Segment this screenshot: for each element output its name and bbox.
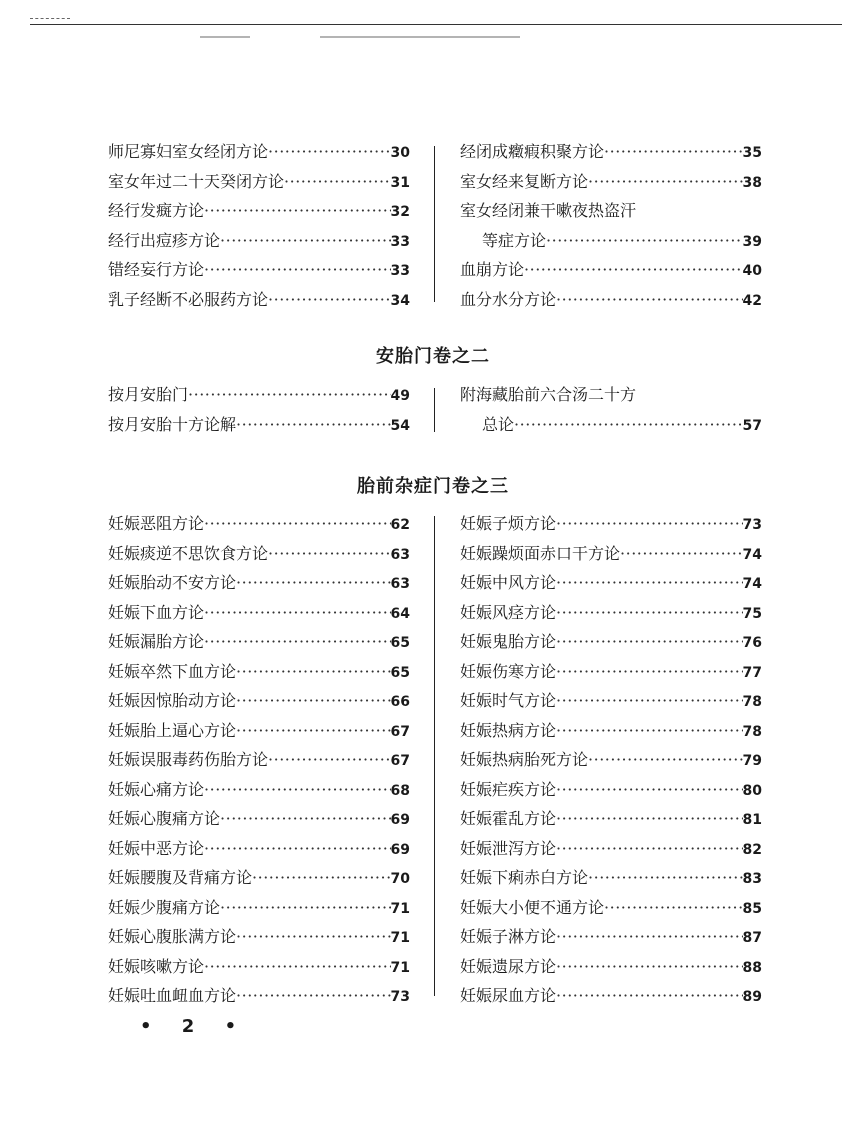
leader-dots	[236, 981, 391, 1011]
leader-dots	[236, 686, 391, 716]
toc-entry-title: 妊娠中风方论	[460, 573, 557, 592]
toc-entry	[108, 745, 410, 775]
leader-dots	[204, 255, 391, 285]
toc-entry-title: 妊娠误服毒药伤胎方论	[108, 750, 269, 769]
toc-entry	[108, 568, 410, 598]
toc-entry-title: 妊娠疟疾方论	[460, 779, 557, 799]
toc-entry-page: 65	[390, 635, 410, 651]
top-dash-mark	[30, 18, 70, 19]
leader-dots	[556, 627, 743, 657]
leader-dots	[524, 255, 743, 285]
toc-column-left	[108, 509, 410, 1011]
leader-dots	[556, 285, 743, 315]
toc-entry	[108, 716, 410, 746]
toc-entry	[108, 226, 410, 256]
toc-entry	[108, 539, 410, 569]
toc-entry	[108, 167, 410, 197]
toc-entry-title: 按月安胎门	[108, 385, 189, 404]
toc-entry	[460, 834, 762, 864]
toc-column-right	[460, 380, 762, 439]
leader-dots	[204, 775, 391, 805]
header-rule	[30, 24, 842, 25]
toc-entry	[108, 285, 410, 315]
column-divider	[434, 516, 435, 996]
toc-entry-page: 32	[390, 204, 410, 220]
toc-entry	[460, 981, 762, 1011]
toc-entry-title: 室女经闭兼干嗽夜热盗汗	[460, 201, 637, 220]
toc-entry-title: 室女年过二十天癸闭方论	[108, 171, 285, 191]
toc-entry-title: 师尼寡妇室女经闭方论	[108, 142, 269, 161]
toc-entry	[108, 627, 410, 657]
toc-entry-page: 40	[742, 263, 762, 279]
leader-dots	[556, 509, 743, 539]
toc-entry-page: 78	[742, 723, 762, 740]
toc-entry	[108, 863, 410, 893]
toc-entry-title: 妊娠心腹胀满方论	[108, 927, 237, 946]
leader-dots	[284, 167, 391, 197]
toc-entry-title: 妊娠心腹痛方论	[108, 809, 221, 828]
leader-dots	[556, 952, 743, 982]
toc-entry	[108, 922, 410, 952]
toc-entry-title: 血分水分方论	[460, 289, 557, 309]
toc-entry-title: 妊娠少腹痛方论	[108, 897, 221, 917]
toc-entry-page: 74	[742, 546, 762, 563]
toc-entry-page: 64	[390, 605, 410, 622]
leader-dots	[556, 981, 743, 1011]
toc-entry-page: 69	[390, 812, 410, 828]
toc-entry-title: 等症方论	[482, 230, 547, 250]
toc-entry-title: 附海藏胎前六合汤二十方	[460, 385, 637, 404]
toc-entry	[108, 509, 410, 539]
toc-entry	[460, 380, 762, 410]
leader-dots	[188, 380, 391, 410]
toc-entry-page: 78	[742, 694, 762, 710]
column-divider	[434, 388, 435, 432]
leader-dots	[556, 922, 743, 952]
toc-entry-title: 妊娠霍乱方论	[460, 809, 557, 828]
toc-entry-page: 89	[742, 989, 762, 1005]
toc-section-3	[108, 509, 762, 1011]
toc-entry	[460, 893, 762, 923]
toc-entry-page: 83	[742, 871, 762, 887]
toc-entry-page: 80	[742, 782, 762, 799]
toc-entry-title: 妊娠伤寒方论	[460, 661, 557, 681]
leader-dots	[604, 137, 743, 167]
leader-dots	[556, 598, 743, 628]
leader-dots	[220, 226, 391, 256]
toc-entry	[108, 686, 410, 716]
toc-entry-title: 经行发癍方论	[108, 201, 205, 220]
leader-dots	[268, 285, 391, 315]
toc-entry	[460, 167, 762, 197]
toc-entry-title: 室女经来复断方论	[460, 171, 589, 191]
toc-entry-title: 妊娠漏胎方论	[108, 632, 205, 651]
toc-section-1	[108, 137, 762, 314]
toc-entry-page: 57	[742, 417, 762, 434]
toc-entry-title: 妊娠风痉方论	[460, 602, 557, 622]
toc-entry-page: 73	[742, 517, 762, 533]
toc-entry-title: 妊娠鬼胎方论	[460, 632, 557, 651]
toc-entry-page: 76	[742, 635, 762, 651]
toc-entry-title: 妊娠子淋方论	[460, 927, 557, 946]
toc-entry	[460, 863, 762, 893]
toc-entry	[460, 509, 762, 539]
toc-entry-title: 乳子经断不必服药方论	[108, 289, 269, 309]
leader-dots	[204, 952, 391, 982]
toc-entry-page: 68	[390, 782, 410, 799]
leader-dots	[556, 834, 743, 864]
toc-entry-title: 妊娠下血方论	[108, 602, 205, 622]
toc-entry-title: 妊娠吐血衄血方论	[108, 986, 237, 1005]
section-heading-anjtai: 安胎门卷之二	[376, 346, 490, 367]
toc-entry-title: 妊娠大小便不通方论	[460, 897, 605, 917]
toc-entry-title: 经闭成癥瘕积聚方论	[460, 142, 605, 161]
toc-entry	[108, 255, 410, 285]
toc-entry-title: 妊娠胎上逼心方论	[108, 720, 237, 740]
leader-dots	[268, 137, 391, 167]
toc-entry-title: 妊娠心痛方论	[108, 779, 205, 799]
toc-entry-title: 妊娠因惊胎动方论	[108, 691, 237, 710]
toc-column-left	[108, 137, 410, 314]
section-heading-taiqian: 胎前杂症门卷之三	[357, 476, 509, 497]
toc-entry	[108, 657, 410, 687]
toc-entry	[108, 804, 410, 834]
toc-entry	[460, 775, 762, 805]
toc-entry-page: 73	[390, 989, 410, 1005]
toc-entry	[460, 686, 762, 716]
toc-entry	[460, 745, 762, 775]
toc-entry-title: 妊娠胎动不安方论	[108, 573, 237, 592]
toc-entry	[460, 598, 762, 628]
toc-entry	[108, 598, 410, 628]
toc-entry	[108, 380, 410, 410]
toc-entry	[460, 196, 762, 226]
toc-entry-page: 67	[390, 753, 410, 769]
toc-entry-page: 33	[390, 263, 410, 279]
leader-dots	[204, 834, 391, 864]
toc-entry-page: 35	[742, 145, 762, 161]
leader-dots	[236, 410, 391, 440]
toc-entry-title: 妊娠咳嗽方论	[108, 956, 205, 976]
toc-entry	[108, 137, 410, 167]
leader-dots	[588, 745, 743, 775]
toc-entry-title: 经行出痘疹方论	[108, 230, 221, 250]
toc-entry-page: 54	[390, 417, 410, 434]
leader-dots	[556, 804, 743, 834]
leader-dots	[620, 539, 743, 569]
toc-entry	[460, 255, 762, 285]
leader-dots	[588, 863, 743, 893]
toc-entry-page: 71	[390, 959, 410, 976]
toc-entry	[460, 657, 762, 687]
toc-entry-page: 75	[742, 605, 762, 622]
toc-entry-page: 81	[742, 812, 762, 828]
toc-column-left	[108, 380, 410, 439]
toc-entry-page: 70	[390, 871, 410, 887]
toc-entry-page: 66	[390, 694, 410, 710]
scan-smudge	[320, 36, 520, 38]
toc-entry-page: 33	[390, 233, 410, 250]
toc-section-2	[108, 380, 762, 439]
toc-entry	[108, 196, 410, 226]
toc-entry-title: 总论	[482, 414, 515, 434]
toc-entry-title: 血崩方论	[460, 260, 525, 279]
leader-dots	[556, 657, 743, 687]
leader-dots	[514, 410, 743, 440]
toc-entry-title: 妊娠卒然下血方论	[108, 661, 237, 681]
leader-dots	[220, 893, 391, 923]
toc-entry	[460, 716, 762, 746]
leader-dots	[268, 539, 391, 569]
toc-entry-page: 67	[390, 723, 410, 740]
toc-entry-title: 妊娠腰腹及背痛方论	[108, 868, 253, 887]
toc-entry	[108, 834, 410, 864]
toc-entry	[460, 226, 762, 256]
toc-entry-page: 34	[390, 292, 410, 309]
toc-entry-page: 82	[742, 841, 762, 858]
toc-entry-page: 39	[742, 233, 762, 250]
leader-dots	[204, 509, 391, 539]
toc-entry-page: 38	[742, 174, 762, 191]
toc-entry-page: 79	[742, 753, 762, 769]
toc-entry-page: 30	[390, 145, 410, 161]
toc-entry-page: 69	[390, 841, 410, 858]
toc-column-right	[460, 137, 762, 314]
toc-entry-title: 妊娠泄泻方论	[460, 838, 557, 858]
leader-dots	[204, 627, 391, 657]
toc-entry-page: 63	[390, 576, 410, 592]
toc-entry	[108, 775, 410, 805]
toc-entry-title: 妊娠热病胎死方论	[460, 750, 589, 769]
toc-entry-title: 妊娠恶阻方论	[108, 514, 205, 533]
toc-entry	[108, 893, 410, 923]
leader-dots	[236, 568, 391, 598]
toc-entry-page: 49	[390, 388, 410, 404]
toc-entry-page: 74	[742, 576, 762, 592]
leader-dots	[252, 863, 391, 893]
leader-dots	[556, 686, 743, 716]
toc-entry-page: 88	[742, 959, 762, 976]
leader-dots	[556, 716, 743, 746]
leader-dots	[268, 745, 391, 775]
toc-entry-title: 妊娠时气方论	[460, 691, 557, 710]
leader-dots	[556, 775, 743, 805]
toc-entry	[460, 410, 762, 440]
toc-entry	[108, 410, 410, 440]
toc-entry-page: 62	[390, 517, 410, 533]
leader-dots	[556, 568, 743, 598]
toc-entry-title: 妊娠遗尿方论	[460, 956, 557, 976]
toc-entry-page: 85	[742, 900, 762, 917]
toc-entry	[460, 539, 762, 569]
leader-dots	[204, 196, 391, 226]
scan-smudge	[200, 36, 250, 38]
toc-entry-title: 妊娠热病方论	[460, 720, 557, 740]
toc-entry	[460, 137, 762, 167]
toc-entry-title: 妊娠子烦方论	[460, 514, 557, 533]
toc-entry	[108, 952, 410, 982]
toc-entry-title: 妊娠中恶方论	[108, 838, 205, 858]
toc-entry-title: 错经妄行方论	[108, 260, 205, 279]
toc-entry-page: 71	[390, 900, 410, 917]
toc-entry-title: 妊娠尿血方论	[460, 986, 557, 1005]
toc-entry-page: 42	[742, 292, 762, 309]
page-number: • 2 •	[140, 1016, 249, 1037]
toc-entry-title: 妊娠躁烦面赤口干方论	[460, 543, 621, 563]
leader-dots	[204, 598, 391, 628]
toc-entry-page: 71	[390, 930, 410, 946]
leader-dots	[236, 716, 391, 746]
toc-entry	[108, 981, 410, 1011]
leader-dots	[236, 922, 391, 952]
toc-entry-page: 87	[742, 930, 762, 946]
toc-entry	[460, 804, 762, 834]
toc-entry-title: 按月安胎十方论解	[108, 414, 237, 434]
toc-entry	[460, 285, 762, 315]
leader-dots	[588, 167, 743, 197]
toc-entry-page: 65	[390, 664, 410, 681]
toc-entry-page: 63	[390, 546, 410, 563]
column-divider	[434, 146, 435, 302]
toc-entry	[460, 568, 762, 598]
leader-dots	[220, 804, 391, 834]
toc-entry	[460, 952, 762, 982]
leader-dots	[546, 226, 743, 256]
toc-entry-title: 妊娠痰逆不思饮食方论	[108, 543, 269, 563]
toc-entry-title: 妊娠下痢赤白方论	[460, 868, 589, 887]
toc-entry	[460, 922, 762, 952]
toc-column-right	[460, 509, 762, 1011]
toc-entry-page: 31	[390, 174, 410, 191]
leader-dots	[604, 893, 743, 923]
toc-entry	[460, 627, 762, 657]
toc-entry-page: 77	[742, 664, 762, 681]
leader-dots	[236, 657, 391, 687]
